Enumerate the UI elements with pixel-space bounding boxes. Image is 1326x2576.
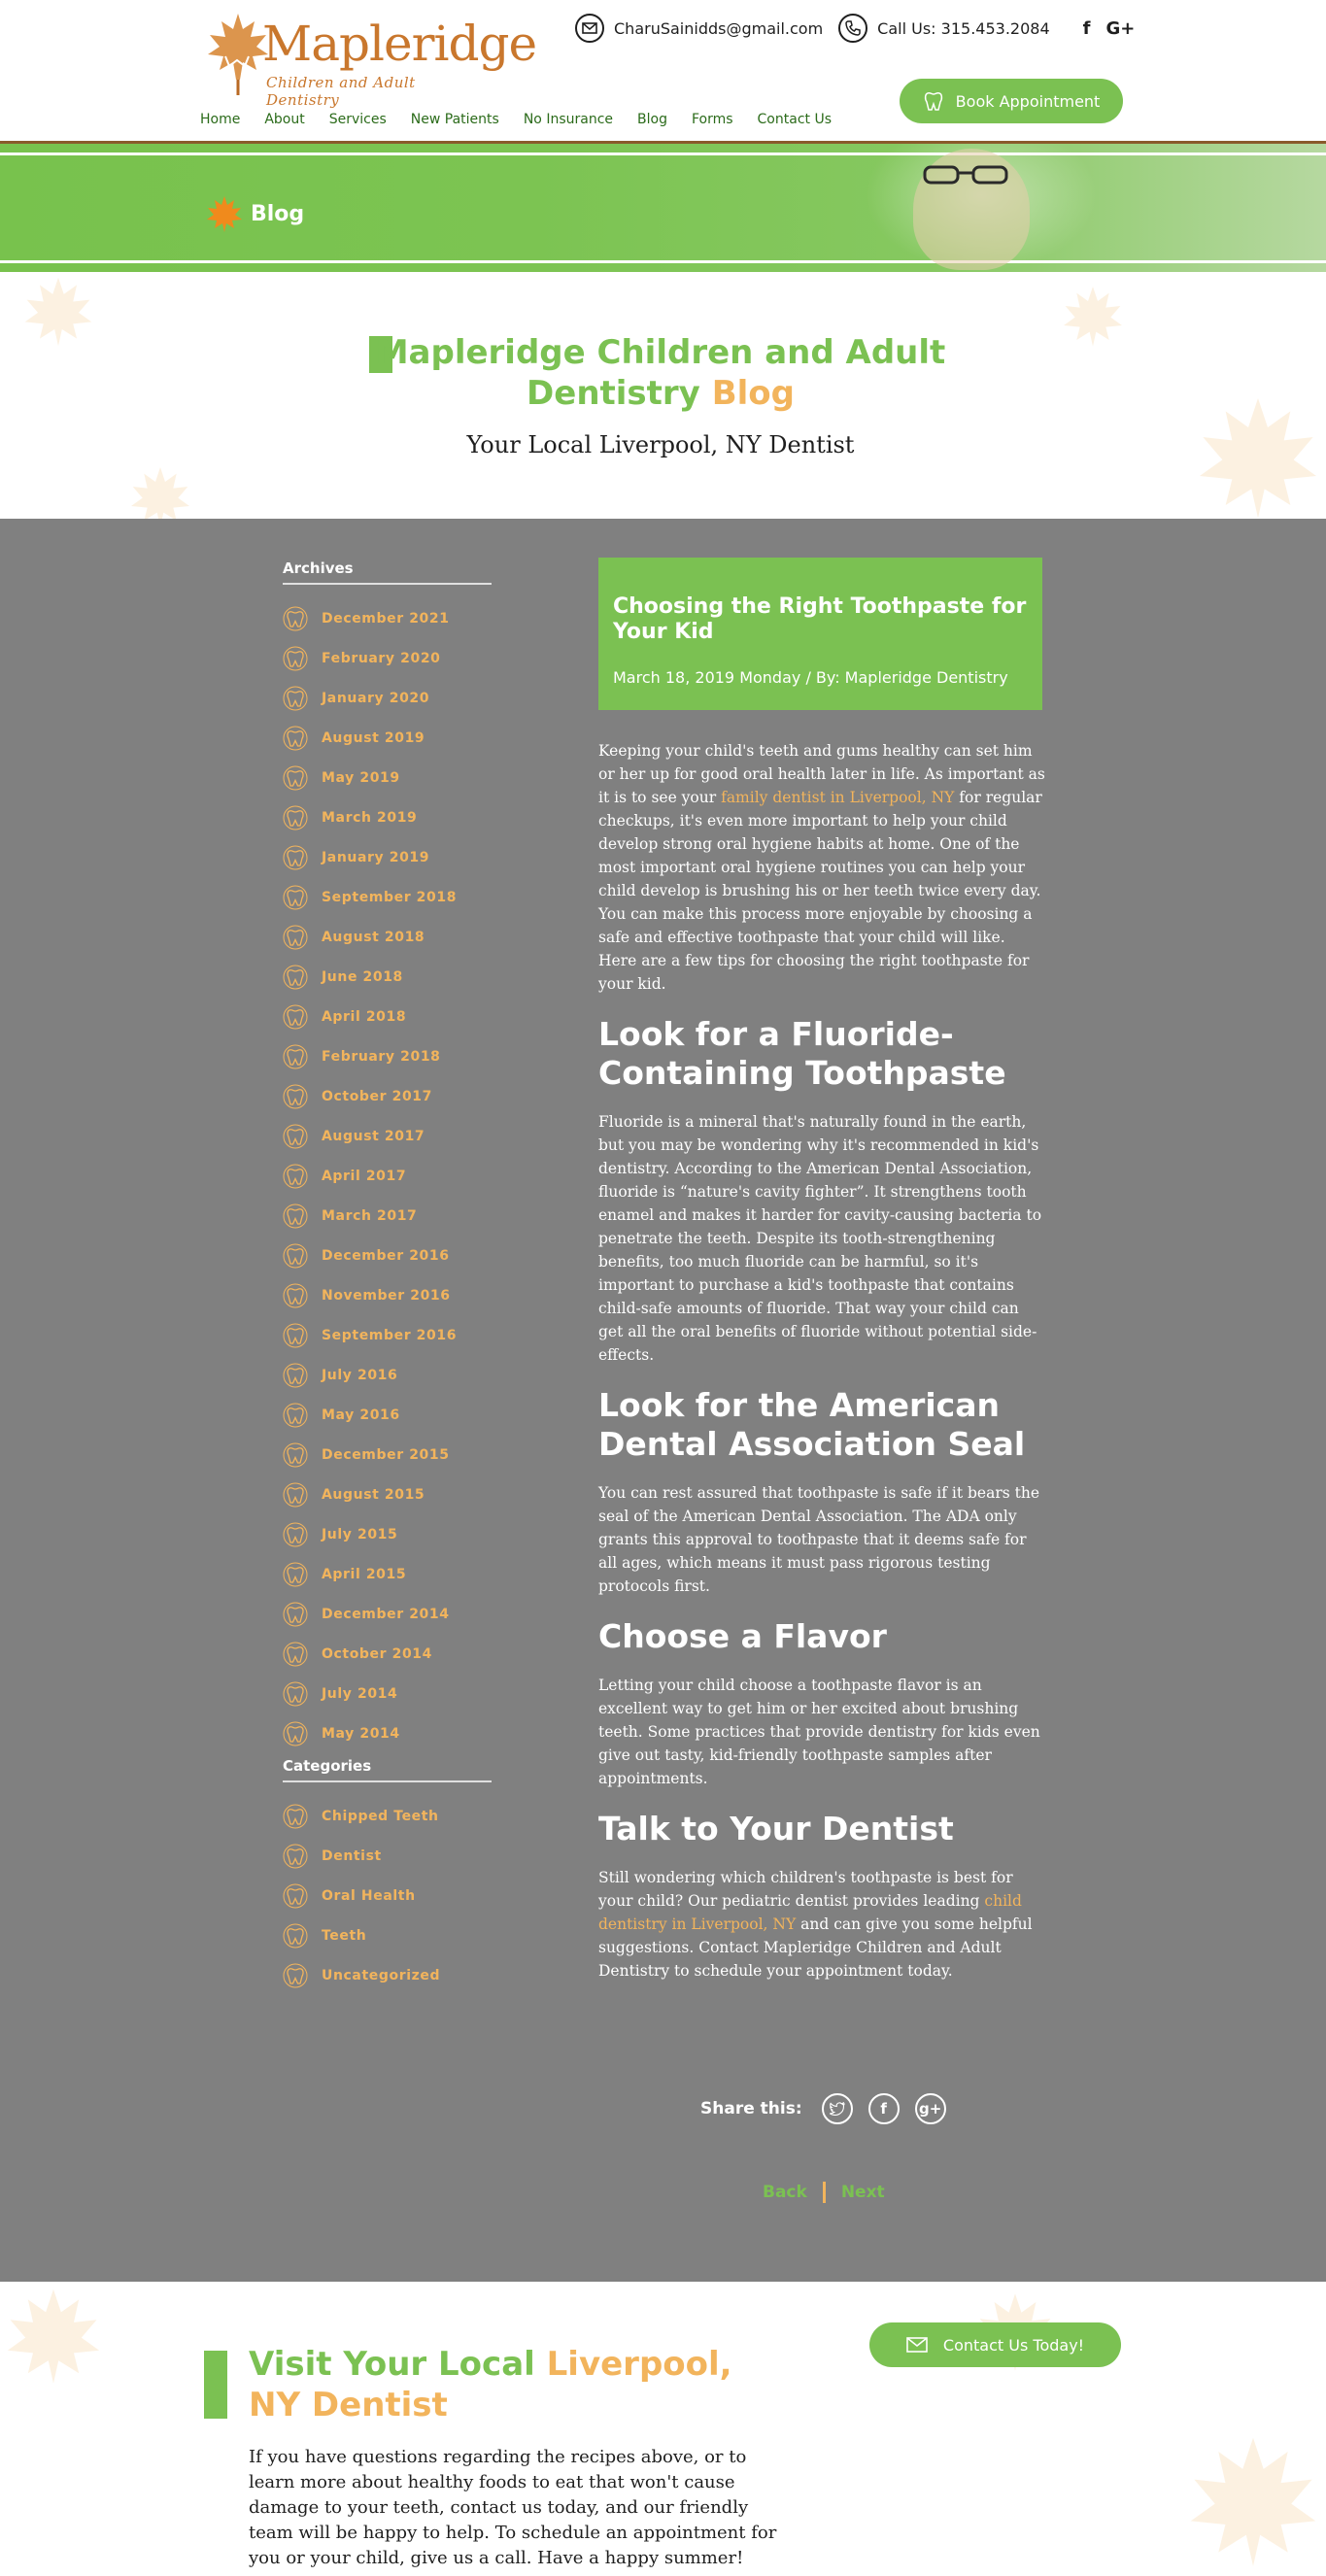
tooth-icon [283, 965, 308, 990]
archive-link[interactable] [283, 957, 492, 997]
tooth-icon [283, 1442, 308, 1468]
next-link[interactable]: Next [840, 2183, 885, 2202]
post-pagination [763, 2182, 885, 2203]
hero-title-text: Blog [251, 201, 305, 226]
category-link-label: Chipped Teeth [322, 1808, 439, 1824]
hero-divider-bottom [0, 260, 1326, 263]
post-paragraph: Letting your child choose a toothpaste flavor is an excellent way to get him or her excited about brushing teeth. Some practices that provide dentistry for kids even give out tasty, kid-friendly toothpaste samples after appointments. [598, 1677, 1040, 1787]
archive-link-label: January 2020 [322, 690, 430, 706]
archive-link[interactable] [283, 837, 492, 877]
archives-list [283, 598, 492, 1753]
archive-link-label: October 2017 [322, 1088, 432, 1104]
phone-icon [838, 14, 867, 43]
hero-glasses-decoration [913, 163, 1020, 185]
archive-link-label: November 2016 [322, 1287, 451, 1304]
background-leaf-decoration [0, 2282, 107, 2389]
tooth-icon [283, 1044, 308, 1069]
tooth-icon [923, 90, 944, 112]
twitter-icon[interactable] [822, 2093, 853, 2124]
archive-link-label: December 2015 [322, 1446, 450, 1463]
tooth-icon [283, 1883, 308, 1909]
archive-link[interactable] [283, 1116, 492, 1156]
archive-link-label: December 2021 [322, 610, 450, 627]
category-link[interactable] [283, 1955, 492, 1995]
tooth-icon [283, 765, 308, 791]
blog-main [0, 519, 1326, 2282]
tooth-icon [283, 1004, 308, 1030]
tooth-icon [283, 1562, 308, 1587]
paragraph-text: Keeping your child's teeth and gums healthy can set him or her up for good oral health later in life. As important as it is to see your [598, 742, 1045, 806]
nav-about[interactable]: About [264, 112, 305, 127]
category-link[interactable] [283, 1836, 492, 1876]
blog-heading-accent: Blog [711, 374, 795, 413]
tooth-icon [283, 1804, 308, 1829]
archive-link-label: August 2019 [322, 729, 425, 746]
archive-link-label: May 2016 [322, 1407, 400, 1423]
post-body [598, 739, 1045, 2002]
facebook-share-icon[interactable]: f [868, 2093, 900, 2124]
family-dentist-link[interactable]: family dentist in Liverpool, NY [721, 789, 955, 806]
archive-link[interactable] [283, 1474, 492, 1514]
tooth-icon [283, 1844, 308, 1869]
book-appointment-label: Book Appointment [955, 91, 1101, 111]
child-dentistry-link[interactable]: child dentistry in Liverpool, NY [598, 1892, 1022, 1933]
maple-leaf-icon [204, 193, 245, 234]
archive-link-label: March 2019 [322, 809, 418, 826]
visit-heading-accent: Liverpool, NY Dentist [249, 2345, 732, 2424]
email-link[interactable]: CharuSainidds@gmail.com [614, 18, 824, 38]
category-link[interactable] [283, 1915, 492, 1955]
archive-link[interactable] [283, 1713, 492, 1753]
archive-link-label: July 2015 [322, 1526, 398, 1542]
post-paragraph: You can rest assured that toothpaste is safe if it bears the seal of the American Dental Association. The ADA only grants this approval to toothpaste that it deems safe for all ages, which means it must pass rigorous testing protocols first. [598, 1484, 1039, 1595]
archive-link[interactable] [283, 1554, 492, 1594]
archive-link-label: May 2019 [322, 769, 400, 786]
post-title: Choosing the Right Toothpaste for Your Kid [613, 594, 1027, 644]
archive-link[interactable] [283, 1156, 492, 1196]
category-link-label: Dentist [322, 1847, 382, 1864]
blog-heading [369, 332, 952, 414]
category-link[interactable] [283, 1796, 492, 1836]
tooth-icon [283, 1203, 308, 1229]
archive-link[interactable] [283, 1236, 492, 1275]
phone-link[interactable]: Call Us: 315.453.2084 [877, 18, 1050, 38]
archive-link[interactable] [283, 718, 492, 758]
archive-link[interactable] [283, 1634, 492, 1674]
archive-link[interactable] [283, 1395, 492, 1435]
tooth-icon [283, 1923, 308, 1949]
nav-blog[interactable]: Blog [637, 112, 667, 127]
tooth-icon [283, 1721, 308, 1746]
tooth-icon [283, 1403, 308, 1428]
post-paragraph: Fluoride is a mineral that's naturally found in the earth, but you may be wondering why it's recommended in kid's dentistry. According to the American Dental Association, fluoride is “nature's cavity fighter”. It strengthens tooth enamel and makes it harder for cavity-causing bacteria to penetrate the teeth. Despite its tooth-strengthening benefits, too much fluoride can be harmful, so it's important to purchase a kid's toothpaste that contains child-safe amounts of fluoride. That way your child can get all the oral benefits of fluoride without potential side-effects. [598, 1113, 1042, 1364]
category-link-label: Teeth [322, 1927, 367, 1944]
blog-heading-main: Mapleridge Children and Adult Dentistry [375, 333, 946, 413]
archive-link[interactable] [283, 1275, 492, 1315]
archive-link[interactable] [283, 598, 492, 638]
pagination-divider [823, 2182, 826, 2203]
site-header [0, 0, 1326, 144]
tooth-icon [283, 1963, 308, 1988]
tooth-icon [283, 1323, 308, 1348]
post-paragraph [598, 739, 1045, 996]
tooth-icon [283, 1363, 308, 1388]
category-link[interactable] [283, 1876, 492, 1915]
archive-link[interactable] [283, 1435, 492, 1474]
archive-link-label: July 2014 [322, 1685, 398, 1702]
archive-link[interactable] [283, 1315, 492, 1355]
archive-link[interactable] [283, 1674, 492, 1713]
archive-link-label: January 2019 [322, 849, 430, 865]
archive-link-label: April 2018 [322, 1008, 407, 1025]
blog-subheading: Your Local Liverpool, NY Dentist [466, 431, 855, 458]
archive-link-label: August 2015 [322, 1486, 425, 1503]
archive-link[interactable] [283, 997, 492, 1036]
tooth-icon [283, 646, 308, 671]
tooth-icon [283, 1283, 308, 1308]
tooth-icon [283, 686, 308, 711]
background-leaf-decoration [19, 272, 97, 350]
archive-link[interactable] [283, 877, 492, 917]
background-leaf-decoration [1059, 282, 1127, 350]
paragraph-text: for regular checkups, it's even more important to help your child develop strong oral hygiene habits at home. One of the most important oral hygiene routines you can help your child develop is brushing his or her teeth twice every day. You can make this process more enjoyable by choosing a safe and effective toothpaste that your child will like. Here are a few tips for choosing the right toothpaste for your kid. [598, 789, 1042, 993]
archive-link-label: September 2016 [322, 1327, 458, 1343]
tooth-icon [283, 1084, 308, 1109]
share-bar [700, 2093, 946, 2124]
archive-link[interactable] [283, 917, 492, 957]
tooth-icon [283, 606, 308, 631]
post-section-heading: Look for the American Dental Association Seal [598, 1386, 1026, 1463]
book-appointment-button[interactable] [900, 79, 1123, 123]
logo[interactable] [202, 12, 537, 109]
tooth-icon [283, 1243, 308, 1269]
envelope-icon [906, 2337, 928, 2353]
categories-list [283, 1796, 492, 1995]
categories-title: Categories [283, 1757, 492, 1782]
archive-link-label: March 2017 [322, 1207, 418, 1224]
archive-link[interactable] [283, 797, 492, 837]
contact-us-label: Contact Us Today! [942, 2335, 1085, 2355]
page-hero-banner [0, 144, 1326, 272]
archive-link-label: June 2018 [322, 968, 403, 985]
logo-tagline: Children and Adult Dentistry [266, 74, 416, 109]
archives-title: Archives [283, 559, 492, 585]
archive-link-label: October 2014 [322, 1645, 432, 1662]
tooth-icon [283, 1482, 308, 1508]
archive-link[interactable] [283, 1196, 492, 1236]
logo-name: Mapleridge [262, 16, 537, 72]
archive-link-label: February 2020 [322, 650, 441, 666]
background-leaf-decoration [1180, 2427, 1326, 2573]
nav-new-patients[interactable]: New Patients [410, 112, 499, 127]
nav-services[interactable]: Services [328, 112, 387, 127]
tooth-icon [283, 1602, 308, 1627]
nav-no-insurance[interactable]: No Insurance [523, 112, 614, 127]
contact-us-button[interactable] [869, 2322, 1121, 2367]
archive-link-label: May 2014 [322, 1725, 400, 1742]
google-plus-share-icon[interactable]: g+ [915, 2093, 946, 2124]
tooth-icon [283, 845, 308, 870]
paragraph-text: and can give you some helpful suggestions. Contact Mapleridge Children and Adult Dentistry to schedule your appointment today. [598, 1915, 1033, 1980]
archive-link[interactable] [283, 758, 492, 797]
archive-link-label: August 2017 [322, 1128, 425, 1144]
share-label: Share this: [700, 2099, 802, 2118]
archive-link-label: April 2017 [322, 1168, 407, 1184]
category-link-label: Oral Health [322, 1887, 416, 1904]
paragraph-text: Still wondering which children's toothpaste is best for your child? Our pediatric dentist provides leading [598, 1869, 1013, 1910]
tooth-icon [283, 885, 308, 910]
nav-contact-us[interactable]: Contact Us [757, 112, 832, 127]
archive-link[interactable] [283, 1514, 492, 1554]
post-section-heading: Choose a Flavor [598, 1617, 887, 1655]
main-nav [200, 112, 856, 127]
visit-body: If you have questions regarding the recipes above, or to learn more about healthy foods to eat that won't cause damage to your teeth, contact us today, and our friendly team will be happy to help. To schedule an appointment for you or your child, give us a call. Have a happy summer! [249, 2447, 777, 2568]
archive-link[interactable] [283, 678, 492, 718]
tooth-icon [283, 805, 308, 830]
tooth-icon [283, 1124, 308, 1149]
email-icon [575, 14, 604, 43]
archive-link-label: December 2016 [322, 1247, 450, 1264]
hero-divider-top [0, 153, 1326, 155]
contact-bar [575, 13, 1135, 44]
category-link-label: Uncategorized [322, 1967, 441, 1983]
archive-link[interactable] [283, 1594, 492, 1634]
hero-title [204, 193, 304, 234]
archive-link-label: February 2018 [322, 1048, 441, 1065]
intro-section [0, 272, 1326, 519]
post-section-heading: Look for a Fluoride-Containing Toothpaste [598, 1015, 1006, 1092]
visit-heading [249, 2344, 793, 2425]
archive-link[interactable] [283, 1076, 492, 1116]
post-header-card [598, 558, 1042, 710]
visit-heading-main: Visit Your Local [249, 2345, 535, 2384]
google-plus-icon[interactable]: G+ [1105, 17, 1136, 39]
post-section-heading: Talk to Your Dentist [598, 1810, 954, 1847]
heading-accent-bar [204, 2351, 227, 2419]
post-paragraph [598, 1866, 1045, 1983]
archive-link-label: July 2016 [322, 1367, 398, 1383]
archive-link-label: September 2018 [322, 889, 458, 905]
tooth-icon [283, 1642, 308, 1667]
tooth-icon [283, 925, 308, 950]
sidebar [283, 559, 492, 1995]
nav-home[interactable]: Home [200, 112, 241, 127]
archive-link-label: December 2014 [322, 1606, 450, 1622]
facebook-icon[interactable]: f [1082, 17, 1091, 39]
background-leaf-decoration [1190, 389, 1326, 519]
tooth-icon [283, 1522, 308, 1547]
tooth-icon [283, 1164, 308, 1189]
nav-forms[interactable]: Forms [691, 112, 733, 127]
archive-link[interactable] [283, 1355, 492, 1395]
archive-link[interactable] [283, 1036, 492, 1076]
tooth-icon [283, 1681, 308, 1707]
post-meta: March 18, 2019 Monday / By: Mapleridge Dentistry [613, 668, 1008, 687]
visit-section [0, 2282, 1326, 2576]
archive-link[interactable] [283, 638, 492, 678]
archive-link-label: August 2018 [322, 929, 425, 945]
archive-link-label: April 2015 [322, 1566, 407, 1582]
background-leaf-decoration [126, 462, 194, 519]
tooth-icon [283, 726, 308, 751]
back-link[interactable]: Back [763, 2183, 807, 2202]
